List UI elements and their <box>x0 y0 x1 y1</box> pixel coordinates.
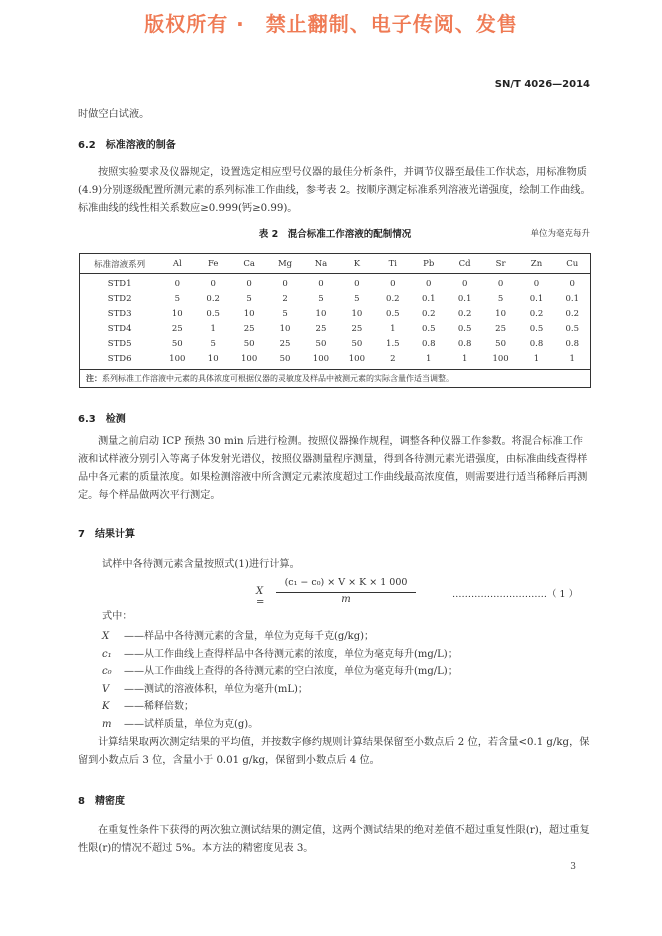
section-6-2-title: 6.2 标准溶液的制备 <box>78 140 176 151</box>
concentration-cell: 0.1 <box>529 293 544 304</box>
series-label-cell: STD5 <box>107 338 132 349</box>
section-7-lead: 试样中各待测元素含量按照式(1)进行计算。 <box>102 559 300 570</box>
section-8-title: 8 精密度 <box>78 796 125 807</box>
concentration-cell: 25 <box>171 323 183 334</box>
concentration-cell: 5 <box>318 293 324 304</box>
intro-line: 时做空白试液。 <box>78 109 150 120</box>
concentration-cell: 100 <box>348 353 365 364</box>
concentration-cell: 1 <box>426 353 432 364</box>
concentration-cell: 0 <box>174 278 180 289</box>
concentration-cell: 1 <box>390 323 396 334</box>
concentration-cell: 10 <box>171 308 183 319</box>
concentration-cell: 1.5 <box>386 338 400 349</box>
equation-number: …………………………（ 1 ） <box>452 589 579 600</box>
header-ti: Ti <box>375 254 411 274</box>
concentration-cell: 25 <box>315 323 327 334</box>
concentration-cell: 0 <box>497 278 504 289</box>
concentration-cell: 5 <box>174 293 180 304</box>
concentration-cell: 0.5 <box>565 323 579 334</box>
table-note-row <box>80 370 591 388</box>
definition-row <box>102 715 458 733</box>
concentration-cell: 50 <box>315 338 327 349</box>
concentration-cell: 5 <box>210 338 216 349</box>
concentration-cell: 0.1 <box>421 293 436 304</box>
concentration-cell: 100 <box>169 353 186 364</box>
concentration-cell: 1 <box>569 353 575 364</box>
concentration-cell: 50 <box>243 338 255 349</box>
concentration-cell: 0.2 <box>565 308 579 319</box>
header-cu: Cu <box>554 254 590 274</box>
concentration-cell: 0.1 <box>565 293 579 304</box>
concentration-cell: 10 <box>351 308 363 319</box>
formula-fraction-bar <box>276 592 416 593</box>
definition-text: ——从工作曲线上查得样品中各待测元素的浓度，单位为毫克每升(mg/L)； <box>124 648 458 660</box>
concentration-cell: 0 <box>390 278 396 289</box>
definition-text: ——试样质量，单位为克(g)。 <box>124 718 259 730</box>
section-7-title: 7 结果计算 <box>78 529 135 540</box>
copyright-watermark: 版权所有 · 禁止翻制、电子传阅、发售 <box>144 12 518 36</box>
concentration-cell: 0.2 <box>206 293 220 304</box>
table-2-caption-row <box>78 226 592 240</box>
definition-row <box>102 645 458 663</box>
concentration-cell: 5 <box>282 308 288 319</box>
table-2-caption: 表 2 混合标准工作溶液的配制情况 <box>258 229 412 240</box>
concentration-cell: 5 <box>354 293 360 304</box>
header-fe: Fe <box>195 254 231 274</box>
concentration-cell: 10 <box>495 308 506 319</box>
concentration-cell: 0.5 <box>457 323 472 334</box>
series-label-cell: STD4 <box>107 323 132 334</box>
series-label-cell: STD6 <box>107 353 132 364</box>
concentration-cell: 1 <box>210 323 216 334</box>
concentration-cell: 0.5 <box>386 308 400 319</box>
definition-symbol: c₁ <box>102 648 112 660</box>
concentration-cell: 0 <box>282 278 288 289</box>
header-zn: Zn <box>519 254 555 274</box>
definition-text: ——从工作曲线上查得的各待测元素的空白浓度，单位为毫克每升(mg/L)； <box>124 666 458 677</box>
concentration-cell: 25 <box>243 323 255 334</box>
table-row <box>80 336 591 351</box>
header-cd: Cd <box>447 254 483 274</box>
section-6-2-paragraph: 按照实验要求及仪器规定，设置选定相应型号仪器的最佳分析条件，并调节仪器至最佳工作状态，用标准物质(4.9)分别逐级配置所测元素的系列标准工作曲线，参考表 2。按顺序测定标准系列溶液光谱强度，绘制工作曲线。标准曲线的线性相关系数应≥0.999(钙≥0.99)。 <box>78 167 591 214</box>
concentration-cell: 25 <box>495 323 506 334</box>
table-row <box>80 274 591 292</box>
standard-solution-table <box>79 253 591 388</box>
series-label-cell: STD3 <box>107 308 132 319</box>
concentration-cell: 0.8 <box>457 338 472 349</box>
definition-symbol: m <box>102 718 112 730</box>
concentration-cell: 0.2 <box>529 308 544 319</box>
concentration-cell: 2 <box>390 353 396 364</box>
table-header-row <box>80 254 591 274</box>
concentration-cell: 50 <box>279 353 291 364</box>
table-row <box>80 351 591 370</box>
definition-row <box>102 662 458 680</box>
concentration-cell: 10 <box>243 308 255 319</box>
definition-row <box>102 680 458 698</box>
definition-row <box>102 627 458 645</box>
concentration-cell: 25 <box>351 323 363 334</box>
page-number: 3 <box>570 862 576 872</box>
concentration-cell: 50 <box>495 338 506 349</box>
header-sr: Sr <box>483 254 519 274</box>
concentration-cell: 0.2 <box>421 308 436 319</box>
section-7-closing: 计算结果取两次测定结果的平均值，并按数字修约规则计算结果保留至小数点后 2 位，若含量<0.1 g/kg，保留到小数点后 3 位，含量小于 0.01 g/kg，保留到小数点后 4 位。 <box>78 737 590 766</box>
concentration-cell: 0 <box>569 278 575 289</box>
header-mg: Mg <box>267 254 303 274</box>
series-label-cell: STD1 <box>107 278 132 289</box>
standard-code: SN/T 4026—2014 <box>494 79 590 90</box>
section-8-paragraph: 在重复性条件下获得的两次独立测试结果的测定值，这两个测试结果的绝对差值不超过重复性限(r)，超过重复性限(r)的情况不超过 5%。本方法的精密度见表 3。 <box>78 825 590 854</box>
concentration-cell: 0.2 <box>457 308 472 319</box>
header-al: Al <box>159 254 195 274</box>
concentration-cell: 100 <box>312 353 330 364</box>
formula-lhs: X = <box>256 586 265 608</box>
note-label: 注： <box>86 374 102 383</box>
header-pb: Pb <box>411 254 447 274</box>
definition-text: ——测试的溶液体积，单位为毫升(mL)； <box>124 683 308 695</box>
concentration-cell: 2 <box>282 293 288 304</box>
concentration-cell: 0 <box>461 278 468 289</box>
concentration-cell: 0 <box>354 278 360 289</box>
header-na: Na <box>303 254 339 274</box>
definition-symbol: c₀ <box>102 666 112 677</box>
concentration-cell: 10 <box>279 323 291 334</box>
where-label: 式中： <box>102 611 133 622</box>
table-row <box>80 321 591 336</box>
concentration-cell: 0.5 <box>421 323 436 334</box>
table-2-unit: 单位为毫克每升 <box>530 229 590 239</box>
concentration-cell: 0.8 <box>565 338 579 349</box>
formula-denominator: m <box>341 594 351 605</box>
concentration-cell: 0.8 <box>529 338 544 349</box>
header-ca: Ca <box>231 254 267 274</box>
table-row <box>80 306 591 321</box>
concentration-cell: 50 <box>351 338 363 349</box>
concentration-cell: 0.5 <box>529 323 544 334</box>
table-body <box>80 274 591 370</box>
series-label-cell: STD2 <box>107 293 132 304</box>
header-k: K <box>339 254 375 274</box>
concentration-cell: 0.8 <box>421 338 436 349</box>
section-6-3-title: 6.3 检测 <box>78 414 126 425</box>
table-row <box>80 291 591 306</box>
concentration-cell: 0 <box>210 278 216 289</box>
definition-symbol: K <box>102 701 110 712</box>
concentration-cell: 0.2 <box>386 293 400 304</box>
symbol-definitions <box>102 627 458 732</box>
definition-symbol: V <box>102 683 110 695</box>
concentration-cell: 0 <box>246 278 252 289</box>
concentration-cell: 0 <box>533 278 540 289</box>
concentration-cell: 1 <box>461 353 468 364</box>
concentration-cell: 5 <box>497 293 504 304</box>
concentration-cell: 0.5 <box>206 308 220 319</box>
concentration-cell: 100 <box>241 353 258 364</box>
definition-symbol: X <box>102 631 110 642</box>
concentration-cell: 0.1 <box>457 293 472 304</box>
concentration-cell: 25 <box>279 338 291 349</box>
note-text: 系列标准工作溶液中元素的具体浓度可根据仪器的灵敏度及样品中被测元素的实际含量作适当调整。 <box>102 374 454 383</box>
table-note <box>80 370 591 388</box>
header-series: 标准溶液系列 <box>80 254 160 274</box>
definition-row <box>102 697 458 715</box>
definition-text: ——样品中各待测元素的含量，单位为克每千克(g/kg)； <box>124 631 375 642</box>
concentration-cell: 50 <box>171 338 183 349</box>
concentration-cell: 10 <box>207 353 219 364</box>
section-6-3-paragraph: 测量之前启动 ICP 预热 30 min 后进行检测。按照仪器操作规程，调整各种仪器工作参数。将混合标准工作液和试样液分别引入等离子体发射光谱仪，按照仪器测量程序测量，得到各待测元素光谱强度，由标准曲线查得样品中各元素的质量浓度。如果检测溶液中所含测定元素浓度超过工作曲线最高浓度值，则需要进行适当稀释后再测定。每个样品做两次平行测定。 <box>78 436 588 501</box>
concentration-cell: 5 <box>246 293 252 304</box>
formula-numerator: (c₁ − c₀) × V × K × 1 000 <box>284 577 408 588</box>
definition-text: ——稀释倍数； <box>124 701 194 712</box>
concentration-cell: 10 <box>315 308 327 319</box>
concentration-cell: 0 <box>318 278 324 289</box>
concentration-cell: 0 <box>426 278 432 289</box>
concentration-cell: 100 <box>492 353 509 364</box>
concentration-cell: 1 <box>533 353 540 364</box>
